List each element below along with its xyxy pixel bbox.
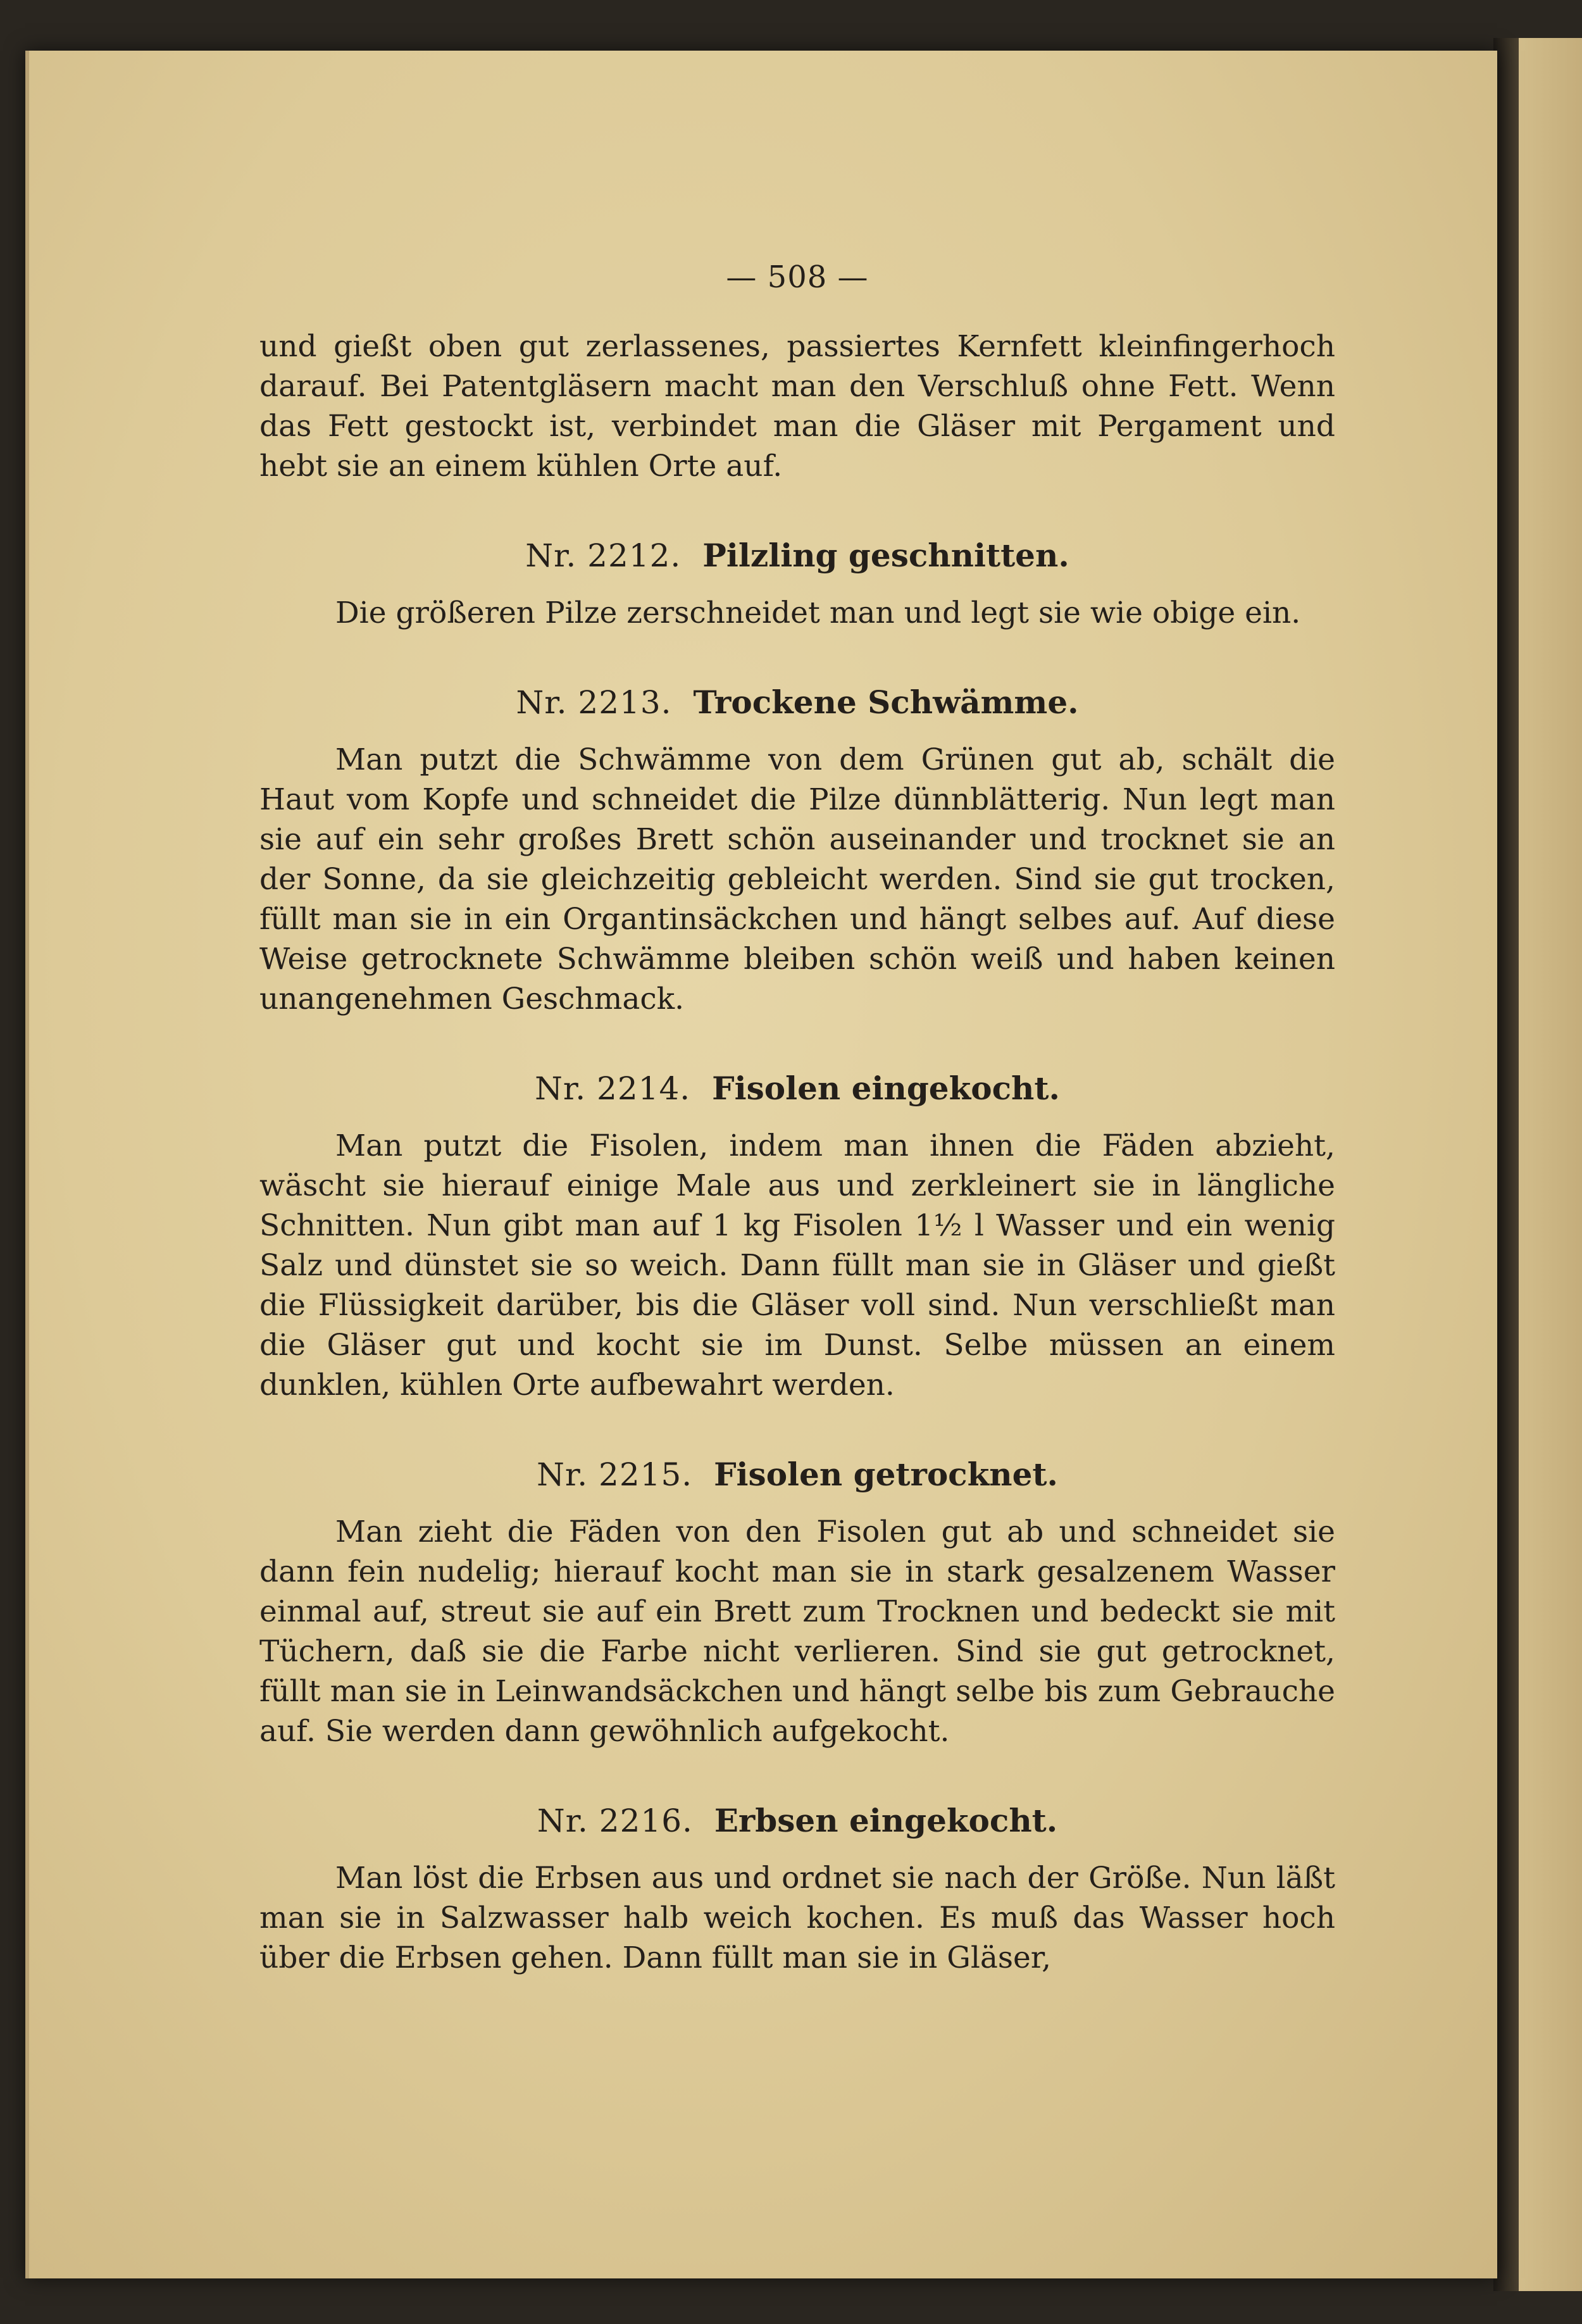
recipe-title: Erbsen eingekocht. — [714, 1802, 1058, 1839]
recipe-text: Man zieht die Fäden von den Fisolen gut ab und schneidet sie dann fein nudelig; hierauf kocht man sie in stark gesalzenem Wasser einmal auf, streut sie auf ein Brett zum Trocknen und bedeckt sie mit Tüchern, daß sie die Farbe nicht verlieren. Sind sie gut getrocknet, füllt man sie in Leinwandsäckchen und hängt selbe bis zum Gebrauche auf. Sie werden dann gewöhnlich aufgekocht. — [259, 1515, 1335, 1749]
recipe-heading — [259, 1456, 1335, 1493]
recipe-heading — [259, 1802, 1335, 1839]
recipe-heading — [259, 1070, 1335, 1107]
recipe-text: Man putzt die Fisolen, indem man ihnen die Fäden abzieht, wäscht sie hierauf einige Male aus und zerkleinert sie in längliche Schnitten. Nun gibt man auf 1 kg Fisolen 1½ l Wasser und ein wenig Salz und dünstet sie so weich. Dann füllt man sie in Gläser und gießt die Flüssigkeit darüber, bis die Gläser voll sind. Nun verschließt man die Gläser gut und kocht sie im Dunst. Selbe müssen an einem dunklen, kühlen Orte aufbewahrt werden. — [259, 1128, 1335, 1403]
recipe-number: Nr. 2212. — [525, 537, 682, 574]
recipe-title: Pilzling geschnitten. — [702, 537, 1069, 574]
recipe-heading — [259, 537, 1335, 574]
recipe-2216 — [259, 1802, 1335, 1978]
page-number: — 508 — — [726, 259, 869, 295]
recipe-title: Fisolen eingekocht. — [712, 1070, 1060, 1107]
recipe-number: Nr. 2215. — [537, 1456, 693, 1493]
recipe-title: Fisolen getrocknet. — [714, 1456, 1058, 1493]
recipe-2215 — [259, 1456, 1335, 1751]
recipe-2212 — [259, 537, 1335, 633]
recipe-text: Die größeren Pilze zerschneidet man und legt sie wie obige ein. — [335, 596, 1301, 630]
recipe-text: Man putzt die Schwämme von dem Grünen gut ab, schält die Haut vom Kopfe und schneidet die Pilze dünnblätterig. Nun legt man sie auf ein sehr großes Brett schön auseinander und trocknet sie an der Sonne, da sie gleichzeitig gebleicht werden. Sind sie gut trocken, füllt man sie in ein Organtinsäckchen und hängt selbes auf. Auf diese Weise getrocknete Schwämme bleiben schön weiß und haben keinen unangenehmen Geschmack. — [259, 742, 1335, 1016]
recipe-title: Trockene Schwämme. — [693, 684, 1079, 721]
recipe-number: Nr. 2213. — [516, 684, 672, 721]
recipe-number: Nr. 2214. — [535, 1070, 691, 1107]
recipe-2214 — [259, 1070, 1335, 1405]
recipe-heading — [259, 684, 1335, 721]
recipe-text: Man löst die Erbsen aus und ordnet sie nach der Größe. Nun läßt man sie in Salzwasser halb weich kochen. Es muß das Wasser hoch über die Erbsen gehen. Dann füllt man sie in Gläser, — [259, 1861, 1335, 1975]
recipe-2213 — [259, 684, 1335, 1019]
page-content — [259, 259, 1335, 1978]
recipe-number: Nr. 2216. — [537, 1802, 693, 1839]
next-page-edge — [1519, 38, 1582, 2291]
intro-paragraph: und gießt oben gut zerlassenes, passiertes Kernfett kleinfingerhoch darauf. Bei Patentgläsern macht man den Verschluß ohne Fett. Wenn das Fett gestockt ist, verbindet man die Gläser mit Pergament und hebt sie an einem kühlen Orte auf. — [259, 329, 1335, 484]
